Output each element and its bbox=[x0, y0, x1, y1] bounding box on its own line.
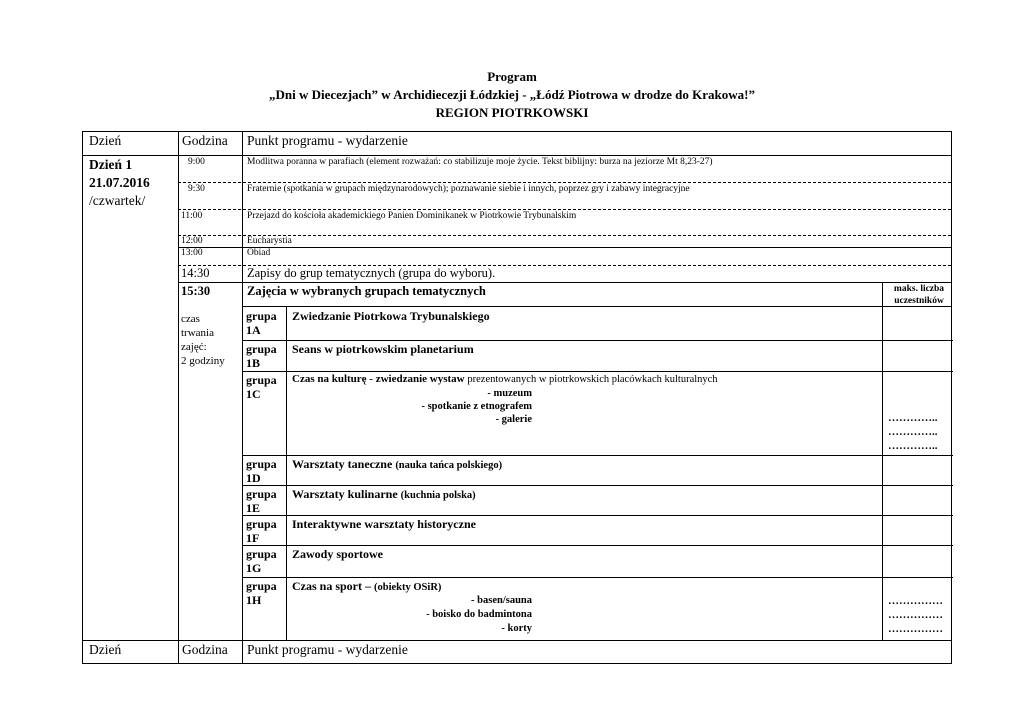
time-cell: 11:00 bbox=[181, 211, 203, 221]
group-divider bbox=[242, 485, 953, 486]
time-cell: 13:00 bbox=[181, 248, 203, 258]
group-divider bbox=[242, 545, 953, 546]
dots-line: ………….. bbox=[888, 426, 938, 438]
group-code bbox=[246, 579, 277, 607]
dots-line: ………….. bbox=[888, 440, 938, 452]
group-title bbox=[292, 457, 502, 472]
time-cell: 9:00 bbox=[188, 157, 205, 167]
group-title-text: Czas na kulturę - zwiedzanie wystaw bbox=[292, 373, 465, 385]
group-code bbox=[246, 373, 277, 401]
group-word: grupa bbox=[246, 309, 277, 323]
program-item: Obiad bbox=[247, 248, 271, 258]
participants-dots bbox=[888, 594, 943, 636]
time-cell: 14:30 bbox=[181, 266, 210, 280]
dots-line: …………… bbox=[888, 623, 943, 635]
footer-item: Punkt programu - wydarzenie bbox=[247, 642, 408, 657]
group-subitem: - muzeum bbox=[487, 388, 532, 399]
duration-line: czas bbox=[181, 313, 200, 325]
group-divider bbox=[242, 515, 953, 516]
group-title-text: Warsztaty taneczne bbox=[292, 457, 393, 471]
session-duration bbox=[181, 312, 225, 368]
group-id: 1E bbox=[246, 501, 261, 515]
group-id: 1F bbox=[246, 531, 260, 545]
group-note: (nauka tańca polskiego) bbox=[395, 460, 503, 471]
group-word: grupa bbox=[246, 517, 277, 531]
group-title: Zawody sportowe bbox=[292, 547, 384, 561]
groups-grid bbox=[242, 307, 953, 641]
program-item: Przejazd do kościoła akademickiego Panien Dominikanek w Piotrkowie Trybunalskim bbox=[247, 211, 577, 221]
footer-rule bbox=[83, 640, 951, 641]
program-item: Fraternie (spotkania w grupach międzynarodowych); poznawanie siebie i innych, poprzez gry i zabawy integracyjne bbox=[247, 184, 690, 194]
header-item: Punkt programu - wydarzenie bbox=[247, 133, 408, 148]
header-subtitle: „Dni w Diecezjach” w Archidiecezji Łódzkiej - „Łódź Piotrowa w drodze do Krakowa!” bbox=[269, 87, 755, 102]
group-divider bbox=[242, 455, 953, 456]
group-col-divider bbox=[286, 307, 287, 641]
group-title: Zwiedzanie Piotrkowa Trybunalskiego bbox=[292, 309, 490, 323]
program-item: Modlitwa poranna w parafiach (element rozważań: co stabilizuje moje życie. Tekst biblijny: burza na jeziorze Mt 8,23-27) bbox=[247, 157, 713, 167]
header-rule bbox=[83, 155, 951, 156]
group-word: grupa bbox=[246, 487, 277, 501]
group-note: (kuchnia polska) bbox=[400, 490, 476, 501]
group-word: grupa bbox=[246, 373, 277, 387]
group-word: grupa bbox=[246, 579, 277, 593]
group-title-text: Czas na sport – bbox=[292, 579, 372, 593]
group-code bbox=[246, 309, 277, 337]
group-id: 1A bbox=[246, 323, 261, 337]
session-title: Zajęcia w wybranych grupach tematycznych bbox=[247, 284, 486, 298]
session-time: 15:30 bbox=[181, 284, 211, 298]
group-word: grupa bbox=[246, 457, 277, 471]
group-id: 1C bbox=[246, 387, 261, 401]
group-subitem: - spotkanie z etnografem bbox=[421, 401, 532, 412]
max-label-line: uczestników bbox=[894, 296, 944, 306]
row-divider bbox=[178, 247, 951, 248]
group-subitem: - basen/sauna bbox=[471, 595, 532, 606]
day-date: 21.07.2016 bbox=[89, 175, 150, 190]
dots-line: ………….. bbox=[888, 412, 938, 424]
day-label: Dzień 1 bbox=[89, 157, 133, 172]
header-region: REGION PIOTRKOWSKI bbox=[435, 105, 589, 120]
max-participants-label bbox=[887, 283, 951, 307]
group-code bbox=[246, 517, 277, 545]
dots-line: …………… bbox=[888, 609, 943, 621]
col-divider-day bbox=[178, 132, 179, 663]
row-divider bbox=[178, 209, 951, 210]
group-title bbox=[292, 487, 476, 502]
group-divider bbox=[242, 340, 953, 341]
dots-line: …………… bbox=[888, 595, 943, 607]
group-word: grupa bbox=[246, 547, 277, 561]
group-code bbox=[246, 547, 277, 575]
group-id: 1D bbox=[246, 471, 261, 485]
row-divider bbox=[178, 182, 951, 183]
header-title: Program bbox=[487, 69, 537, 84]
participants-dots bbox=[888, 411, 938, 453]
group-divider bbox=[242, 577, 953, 578]
footer-day: Dzień bbox=[89, 642, 122, 657]
group-title-text: Warsztaty kulinarne bbox=[292, 487, 398, 501]
max-label-line: maks. liczba bbox=[893, 284, 945, 294]
group-subitem: - boisko do badmintona bbox=[426, 609, 532, 620]
group-divider bbox=[242, 371, 953, 372]
group-code bbox=[246, 342, 277, 370]
group-title: Seans w piotrkowskim planetarium bbox=[292, 342, 474, 356]
duration-line: trwania bbox=[181, 327, 214, 339]
time-cell: 12:00 bbox=[181, 236, 203, 246]
header-day: Dzień bbox=[89, 133, 122, 148]
group-sublist bbox=[292, 594, 532, 636]
group-id: 1B bbox=[246, 356, 261, 370]
document-header bbox=[0, 68, 1024, 122]
day-weekday: /czwartek/ bbox=[89, 193, 146, 208]
program-item: Eucharystia bbox=[247, 236, 292, 246]
row-divider bbox=[178, 282, 951, 283]
group-note: prezentowanych w piotrkowskich placówkach kulturalnych bbox=[467, 374, 718, 385]
max-col-divider bbox=[882, 283, 883, 641]
group-code bbox=[246, 457, 277, 485]
group-sublist bbox=[292, 387, 532, 426]
duration-line: 2 godziny bbox=[181, 355, 225, 367]
program-item: Zapisy do grup tematycznych (grupa do wyboru). bbox=[247, 266, 496, 280]
duration-line: zajęć: bbox=[181, 341, 207, 353]
group-word: grupa bbox=[246, 342, 277, 356]
group-id: 1G bbox=[246, 561, 262, 575]
group-note: (obiekty OSiR) bbox=[374, 582, 442, 593]
group-title: Interaktywne warsztaty historyczne bbox=[292, 517, 476, 531]
program-table bbox=[82, 131, 952, 664]
group-subitem: - galerie bbox=[495, 414, 532, 425]
group-title bbox=[292, 373, 718, 385]
header-time: Godzina bbox=[182, 133, 228, 148]
footer-time: Godzina bbox=[182, 642, 228, 657]
group-title bbox=[292, 579, 441, 594]
time-cell: 9:30 bbox=[188, 184, 205, 194]
row-divider bbox=[178, 235, 951, 236]
group-id: 1H bbox=[246, 593, 262, 607]
group-subitem: - korty bbox=[501, 623, 532, 634]
group-code bbox=[246, 487, 277, 515]
